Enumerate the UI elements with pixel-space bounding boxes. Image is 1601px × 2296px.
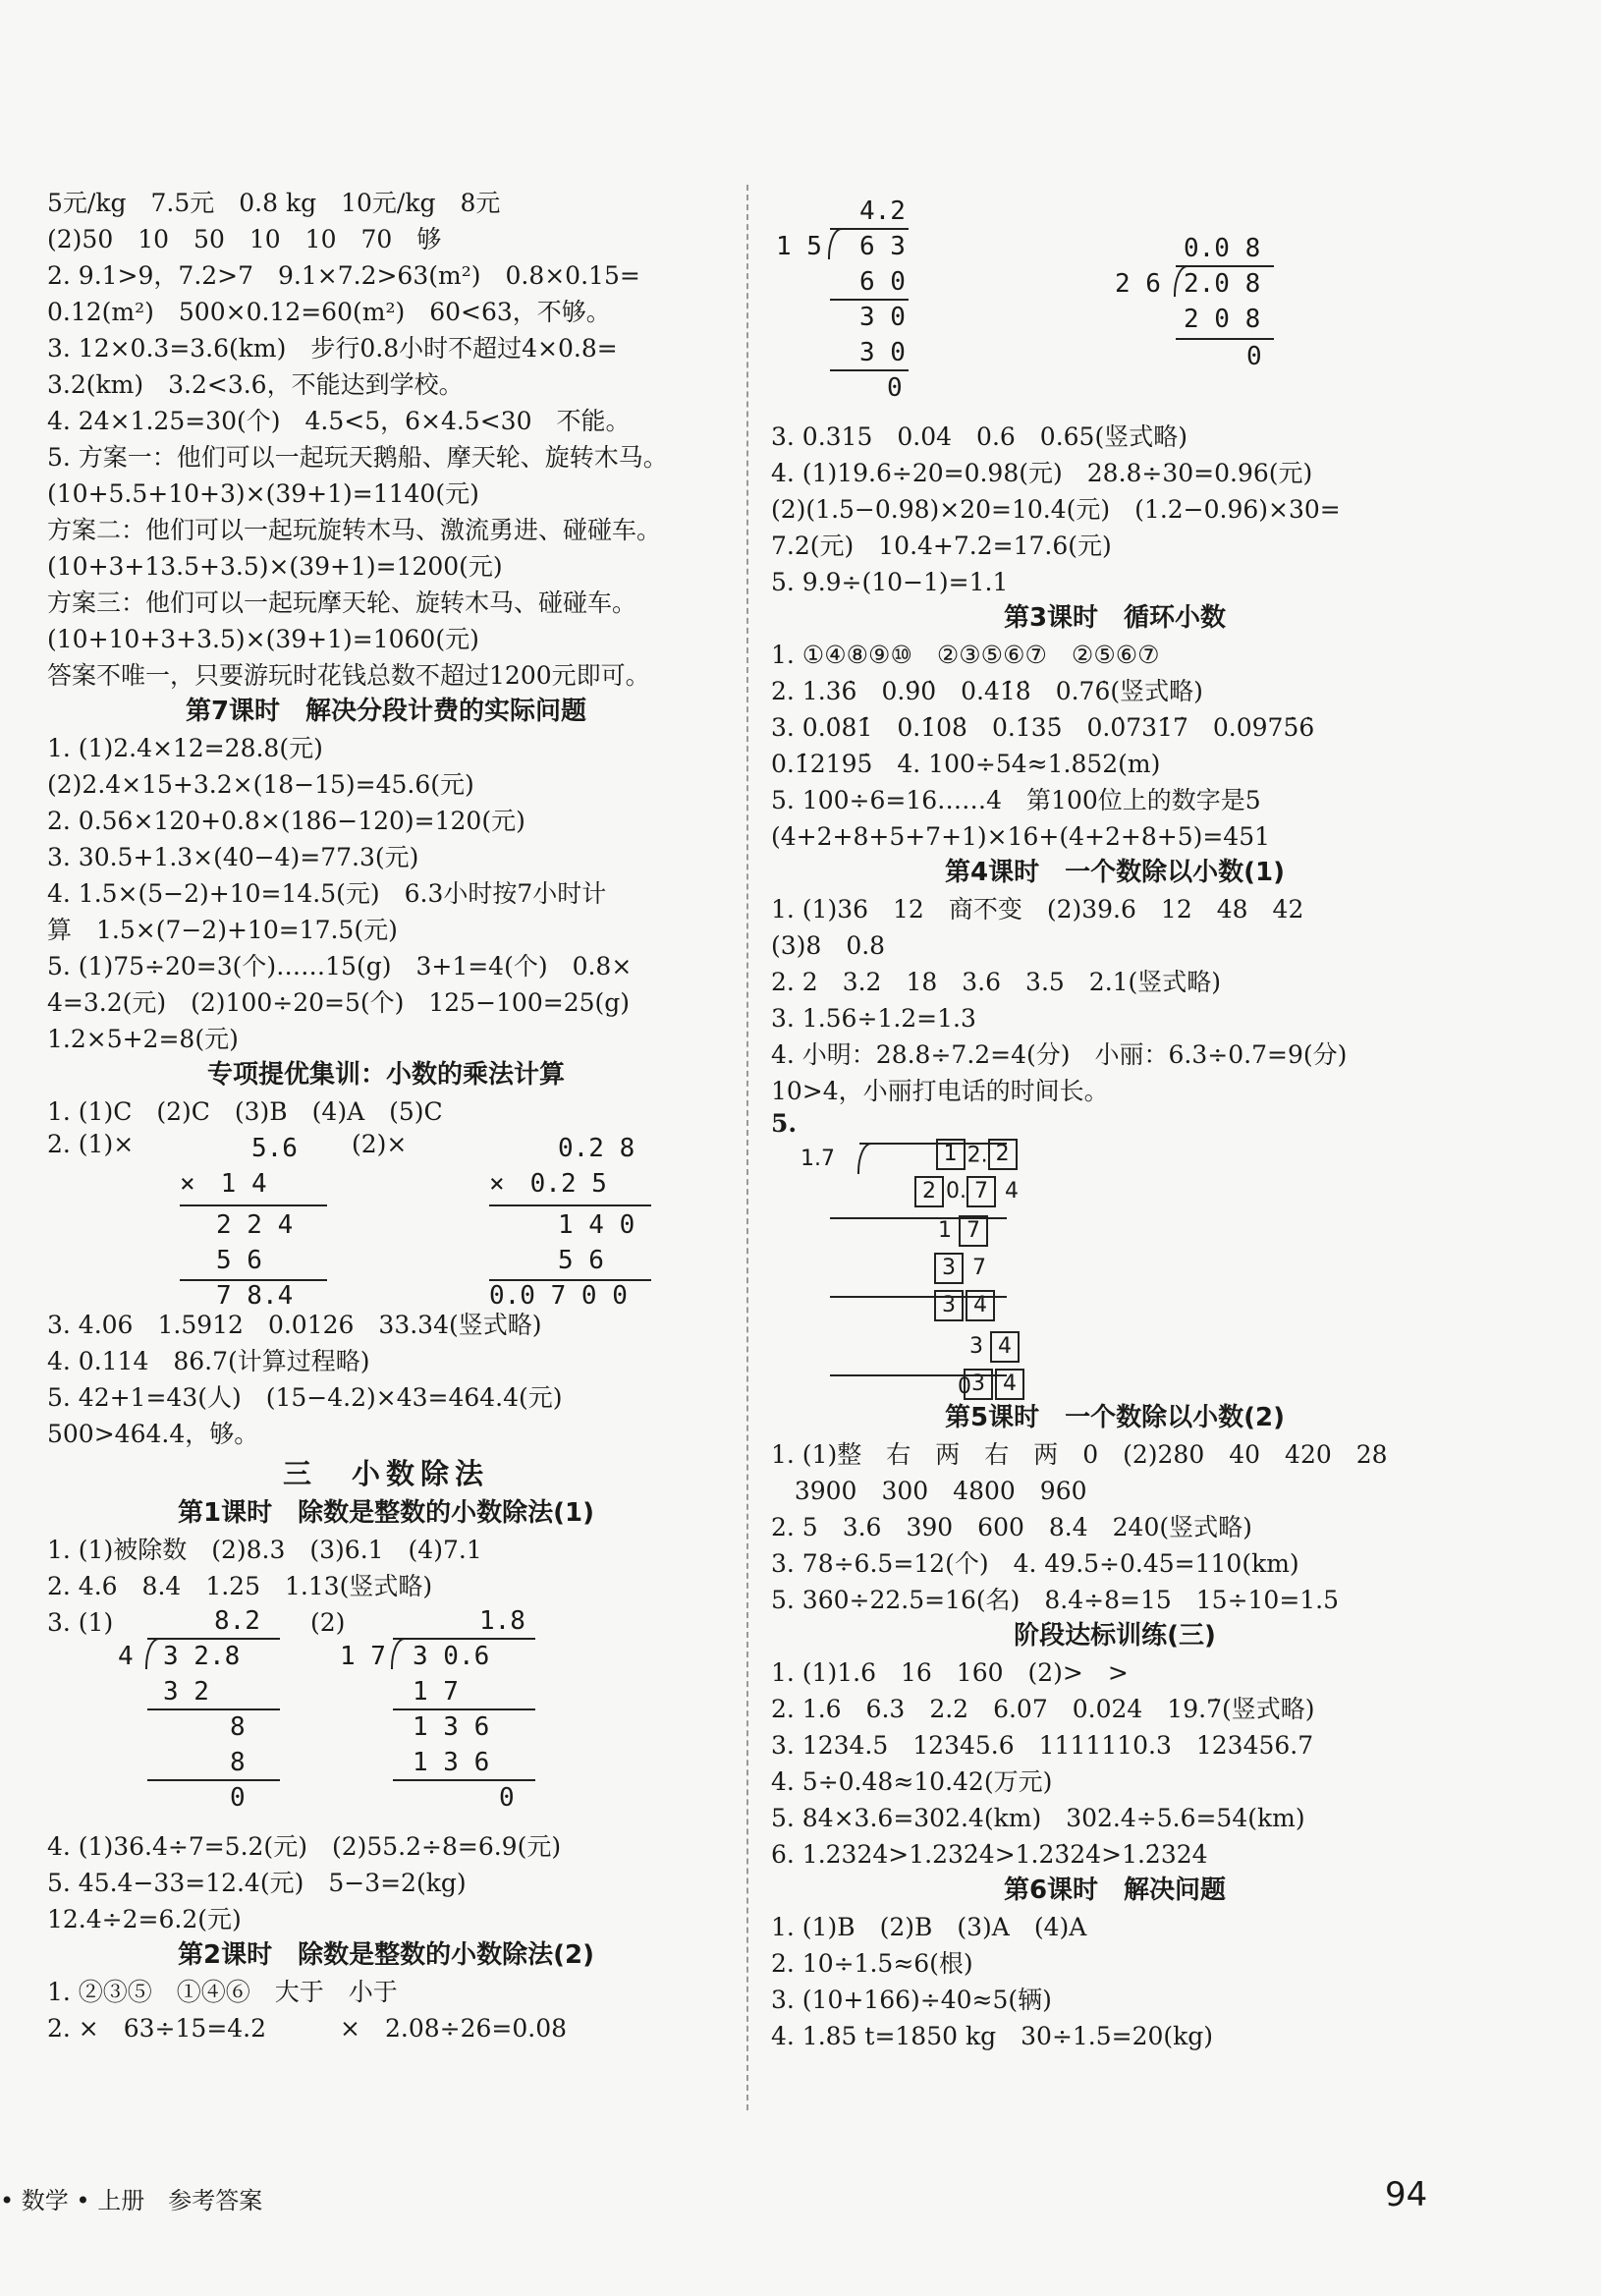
div-d-divisor: 2 6 [1115, 269, 1161, 299]
answer-line: (2)50 10 50 10 10 70 够 [47, 225, 442, 253]
answer-line: 2. 9.1>9，7.2>7 9.1×7.2>63(m²) 0.8×0.15= [47, 261, 640, 290]
lesson5-line: 3. 78÷6.5=12(个) 4. 49.5÷0.45=110(km) [771, 1549, 1299, 1578]
special-line: 5. 42+1=43(人) (15−4.2)×43=464.4(元) [47, 1383, 563, 1412]
mul-a-row1: 5.6 [251, 1134, 298, 1163]
answer-block-lesson4 [771, 891, 1459, 1109]
lesson7-line: 1. (1)2.4×12=28.8(元) [47, 734, 323, 762]
lesson4-line: 3. 1.56÷1.2=1.3 [771, 1004, 976, 1033]
div-c-remainder: 0 [887, 373, 903, 403]
lesson-1-heading: 第1课时 除数是整数的小数除法(1) [178, 1498, 594, 1528]
div-b-step1: 1 7 [413, 1677, 459, 1707]
right-column [771, 195, 1459, 2054]
division-vertical-forms-lesson2 [771, 195, 1459, 419]
div-a-bracket [145, 1638, 161, 1669]
mul-b-rule1 [489, 1204, 651, 1206]
div-b-rule1 [393, 1708, 535, 1710]
div-d-step1: 2 0 8 [1184, 305, 1261, 334]
div-c-step3: 3 0 [859, 338, 906, 367]
div-b-step3: 1 3 6 [413, 1748, 490, 1777]
lesson7-line: 1.2×5+2=8(元) [47, 1025, 239, 1053]
l4-q5-label: 5. [771, 1109, 798, 1138]
lesson7-line: 算 1.5×(7−2)+10=17.5(元) [47, 916, 398, 944]
stage3-line: 2. 1.6 6.3 2.2 6.07 0.024 19.7̇(竖式略) [771, 1695, 1315, 1723]
answer-line: 5元/kg 7.5元 0.8 kg 10元/kg 8元 [47, 189, 501, 217]
l1-q3-label: 3. (1) [47, 1608, 114, 1637]
mul-a-row5: 7 8.4 [216, 1281, 294, 1311]
lesson7-line: 3. 30.5+1.3×(40−4)=77.3(元) [47, 843, 419, 871]
lesson2-rest-line: 4. (1)19.6÷20=0.98(元) 28.8÷30=0.96(元) [771, 459, 1313, 487]
answer-block-lesson2-rest [771, 419, 1459, 600]
div-b-quotient: 1.8 [479, 1606, 525, 1636]
special-rest [47, 1307, 725, 1452]
div-d-dividend: 2.0 8 [1184, 269, 1261, 299]
boxed-division-form [771, 1109, 1459, 1399]
lesson1-rest-line: 5. 45.4−33=12.4(元) 5−3=2(kg) [47, 1869, 467, 1897]
lesson5-line: 3900 300 4800 960 [771, 1477, 1087, 1505]
boxed-quotient: 1 2. 2 [887, 1109, 1020, 1201]
div-a-rule2 [147, 1779, 280, 1781]
boxed-divisor: 1.7 [800, 1147, 835, 1171]
special-line: 4. 0.114 86.7(计算过程略) [47, 1347, 370, 1375]
answer-line: (10+3+13.5+3.5)×(39+1)=1200(元) [47, 552, 503, 581]
lesson4-line: 10>4，小丽打电话的时间长。 [771, 1077, 1109, 1105]
answer-block-lesson1-rest [47, 1828, 725, 1937]
special-training-heading: 专项提优集训：小数的乘法计算 [206, 1060, 565, 1090]
lesson7-line: 5. (1)75÷20=3(个)……15(g) 3+1=4(个) 0.8× [47, 952, 633, 980]
lesson4-line: 2. 2 3.2 18 3.6 3.5 2.1(竖式略) [771, 968, 1222, 996]
answer-line: 4. 24×1.25=30(个) 4.5<5，6×4.5<30 不能。 [47, 407, 631, 435]
lesson-3-heading: 第3课时 循环小数 [1003, 603, 1227, 633]
lesson2-line: 2. × 63÷15=4.2 × 2.08÷26=0.08 [47, 2014, 568, 2043]
boxed-dividend: 2 0. 7 4 [873, 1147, 1019, 1237]
mul-b-row4: 5 6 [558, 1246, 604, 1275]
footer-subject: • 数学 • 上册 参考答案 [0, 2187, 263, 2214]
div-c-rule1 [830, 299, 909, 301]
lesson4-line: 4. 小明：28.8÷7.2=4(分) 小丽：6.3÷0.7=9(分) [771, 1040, 1348, 1069]
answer-line: (10+5.5+10+3)×(39+1)=1140(元) [47, 479, 479, 508]
div-b-divisor: 1 7 [340, 1642, 386, 1671]
lesson3-line: (4+2+8+5+7+1)×16+(4+2+8+5)=451 [771, 822, 1271, 851]
div-d-rule1 [1176, 338, 1274, 340]
answer-line: 3.2(km) 3.2<3.6，不能达到学校。 [47, 370, 464, 399]
boxed-bracket [857, 1143, 873, 1174]
special-line: 3. 4.06 1.5912 0.0126 33.34(竖式略) [47, 1311, 542, 1339]
boxed-step2: 3 7 [893, 1223, 986, 1314]
mul-b-row2: × 0.2 5 [489, 1169, 607, 1199]
lesson-7-heading: 第7课时 解决分段计费的实际问题 [185, 697, 587, 726]
stage3-line: 4. 5÷0.48≈10.42(万元) [771, 1767, 1053, 1796]
div-d-bar [1176, 265, 1274, 267]
div-a-rule1 [147, 1708, 280, 1710]
boxed-rule2 [830, 1296, 1007, 1298]
div-a-bar [147, 1638, 280, 1640]
boxed-bar [859, 1143, 1007, 1145]
boxed-remainder: 0 [958, 1374, 971, 1399]
answer-line: (10+10+3+3.5)×(39+1)=1060(元) [47, 625, 479, 653]
lesson-6-heading: 第6课时 解决问题 [1003, 1876, 1227, 1905]
lesson7-line: 2. 0.56×120+0.8×(186−120)=120(元) [47, 807, 525, 835]
mul-a-row3: 2 2 4 [216, 1210, 294, 1240]
lesson-2-heading: 第2课时 除数是整数的小数除法(2) [178, 1940, 594, 1970]
answer-block-lesson6-end [47, 185, 725, 694]
mul-a-rule1 [180, 1204, 327, 1206]
div-b-bracket [391, 1638, 407, 1669]
div-b-dividend: 3 0.6 [413, 1642, 490, 1671]
answer-line: 5. 方案一：他们可以一起玩天鹅船、摩天轮、旋转木马。 [47, 443, 668, 472]
mul-b-row1: 0.2 8 [558, 1134, 635, 1163]
lesson2-rest-line: 3. 0.315 0.04 0.6 0.65(竖式略) [771, 422, 1187, 451]
div-c-step2: 3 0 [859, 303, 906, 332]
special-q2-label: 2. (1)× [47, 1130, 135, 1158]
div-c-step1: 6 0 [859, 267, 906, 297]
lesson4-line: (3)8 0.8 [771, 931, 886, 960]
div-c-quotient: 4.2 [859, 196, 906, 226]
stage3-line: 6. 1.2324̇>1.232̇4̇>1.23̇24̇>1.2̇324̇ [771, 1840, 1208, 1869]
mul-a-row4: 5 6 [216, 1246, 262, 1275]
lesson3-line: 2. 1.36̇ 0.9̇0̇ 0.41̇8̇ 0.76̇(竖式略) [771, 677, 1203, 705]
div-a-dividend: 3 2.8 [163, 1642, 241, 1671]
div-b-step2: 1 3 6 [413, 1712, 490, 1742]
div-c-divisor: 1 5 [776, 232, 822, 261]
div-b-remainder: 0 [499, 1783, 515, 1813]
column-divider [746, 185, 748, 2110]
special-line: 500>464.4，够。 [47, 1420, 259, 1448]
answer-line: 方案二：他们可以一起玩旋转木马、激流勇进、碰碰车。 [47, 516, 662, 544]
div-c-dividend: 6 3 [859, 232, 906, 261]
lesson2-rest-line: (2)(1.5−0.98)×20=10.4(元) (1.2−0.96)×30= [771, 495, 1341, 524]
lesson6-line: 2. 10÷1.5≈6(根) [771, 1949, 973, 1978]
lesson-4-heading: 第4课时 一个数除以小数(1) [945, 858, 1285, 887]
lesson3-line: 3. 0.0̇81̇ 0.1̇08̇ 0.1̇35̇ 0.0̇731̇7̇ 0.0975̇6̇ [771, 713, 1315, 742]
answer-block-lesson5 [771, 1436, 1459, 1618]
lesson2-line: 1. ②③⑤ ①④⑥ 大于 小于 [47, 1978, 398, 2006]
stage3-line: 5. 84×3.6=302.4(km) 302.4÷5.6=54(km) [771, 1804, 1305, 1832]
boxed-step3: 3 4 [893, 1260, 997, 1351]
div-b-bar [393, 1638, 535, 1640]
mul-a-row2: × 1 4 [180, 1169, 267, 1199]
div-a-remainder: 0 [230, 1783, 246, 1813]
answer-block-stage3 [771, 1654, 1459, 1873]
lesson7-line: 4=3.2(元) (2)100÷20=5(个) 125−100=25(g) [47, 988, 631, 1017]
div-b-rule2 [393, 1779, 535, 1781]
stage-training-heading: 阶段达标训练(三) [1014, 1621, 1216, 1651]
div-a-quotient: 8.2 [214, 1606, 260, 1636]
answer-block-lesson6 [771, 1909, 1459, 2054]
div-c-bracket [828, 228, 844, 259]
div-a-step3: 8 [230, 1748, 246, 1777]
lesson6-line: 1. (1)B (2)B (3)A (4)A [771, 1913, 1087, 1941]
boxed-rule3 [830, 1374, 1007, 1376]
lesson6-line: 4. 1.85 t=1850 kg 30÷1.5=20(kg) [771, 2022, 1214, 2050]
lesson1-rest-line: 12.4÷2=6.2(元) [47, 1905, 242, 1933]
div-d-quotient: 0.0 8 [1184, 234, 1261, 263]
div-a-step2: 8 [230, 1712, 246, 1742]
div-a-divisor: 4 [118, 1642, 134, 1671]
lesson1-line: 1. (1)被除数 (2)8.3 (3)6.1 (4)7.1 [47, 1536, 482, 1564]
div-c-rule2 [830, 369, 909, 371]
mul-b-row5: 0.0 7 0 0 [489, 1281, 628, 1311]
answer-block-lesson1 [47, 1532, 725, 1604]
lesson5-line: 2. 5 3.6 390 600 8.4 240(竖式略) [771, 1513, 1252, 1541]
lesson7-line: (2)2.4×15+3.2×(18−15)=45.6(元) [47, 770, 474, 799]
answer-block-lesson7 [47, 730, 725, 1057]
boxed-step1: 1 7 [897, 1186, 990, 1276]
page-number: 94 [1385, 2175, 1428, 2214]
answer-line: 答案不唯一，只要游玩时花钱总数不超过1200元即可。 [47, 661, 650, 690]
lesson2-rest-line: 7.2(元) 10.4+7.2=17.6(元) [771, 532, 1112, 560]
special-q1: 1. (1)C (2)C (3)B (4)A (5)C [47, 1097, 443, 1126]
special-q2b-label: (2)× [352, 1130, 408, 1158]
lesson5-line: 1. (1)整 右 两 右 两 0 (2)280 40 420 28 [771, 1440, 1388, 1469]
lesson-5-heading: 第5课时 一个数除以小数(2) [945, 1403, 1285, 1432]
left-column [47, 185, 725, 2046]
lesson1-line: 2. 4.6 8.4 1.25 1.13(竖式略) [47, 1572, 433, 1600]
multiplication-vertical-forms [47, 1130, 725, 1311]
boxed-step5: 3 4 [922, 1339, 1026, 1429]
mul-b-row3: 1 4 0 [558, 1210, 635, 1240]
answer-block-lesson3 [771, 637, 1459, 855]
lesson3-line: 5. 100÷6=16……4 第100位上的数字是5 [771, 786, 1261, 814]
boxed-rule1 [830, 1217, 1007, 1219]
lesson2-rest-line: 5. 9.9÷(10−1)=1.1 [771, 568, 1009, 596]
lesson3-line: 1. ①④⑧⑨⑩ ②③⑤⑥⑦ ②⑤⑥⑦ [771, 641, 1160, 669]
stage3-line: 3. 1234.5 12345.6 1111110.3 123456.7 [771, 1731, 1314, 1760]
stage3-line: 1. (1)1.6 16 160 (2)> > [771, 1658, 1129, 1687]
answer-block-lesson2 [47, 1974, 725, 2046]
lesson1-rest-line: 4. (1)36.4÷7=5.2(元) (2)55.2÷8=6.9(元) [47, 1832, 562, 1861]
lesson7-line: 4. 1.5×(5−2)+10=14.5(元) 6.3小时按7小时计 [47, 879, 607, 908]
l1-q3b-label: (2) [310, 1608, 346, 1637]
answer-line: 0.12(m²) 500×0.12=60(m²) 60<63，不够。 [47, 298, 611, 326]
div-d-remainder: 0 [1246, 342, 1262, 371]
boxed-step4: 3 4 [928, 1302, 1021, 1392]
lesson5-line: 5. 360÷22.5=16(名) 8.4÷8=15 15÷10=1.5 [771, 1586, 1340, 1614]
lesson4-line: 1. (1)36 12 商不变 (2)39.6 12 48 42 [771, 895, 1304, 924]
lesson6-line: 3. (10+166)÷40≈5(辆) [771, 1986, 1052, 2014]
answer-line: 方案三：他们可以一起玩摩天轮、旋转木马、碰碰车。 [47, 588, 637, 617]
lesson3-line: 0.1̇2195̇ 4. 100÷54≈1.852(m) [771, 750, 1161, 778]
answer-line: 3. 12×0.3=3.6(km) 步行0.8小时不超过4×0.8= [47, 334, 618, 363]
unit-3-heading: 三 小数除法 [282, 1457, 489, 1490]
div-a-step1: 3 2 [163, 1677, 209, 1707]
division-vertical-forms-lesson1 [47, 1604, 725, 1828]
